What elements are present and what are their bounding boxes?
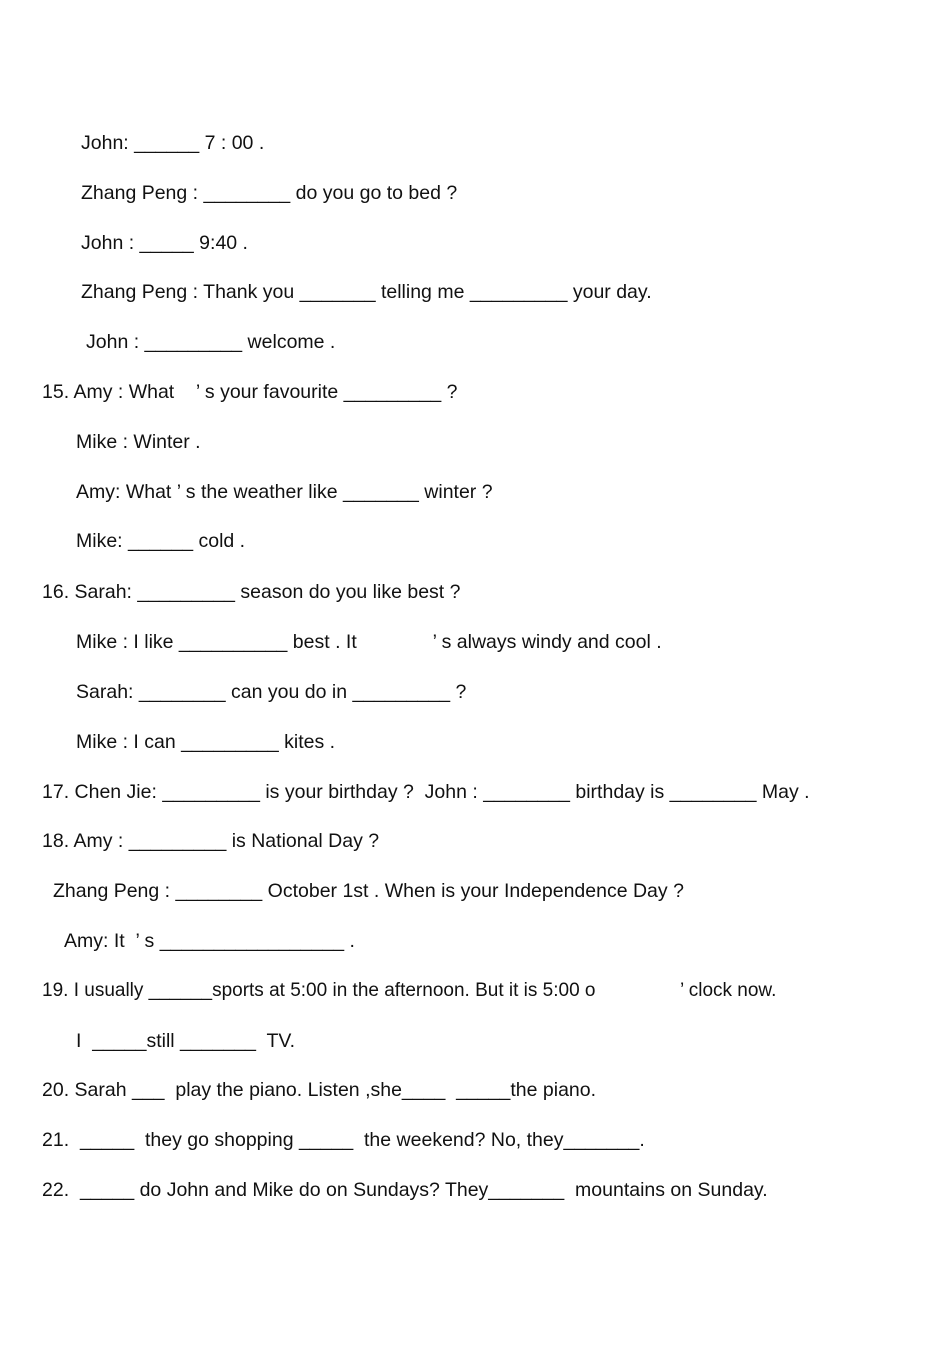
question-22: 22. _____ do John and Mike do on Sundays? They_______ mountains on Sunday. — [42, 1179, 768, 1201]
text-line: Sarah: ________ can you do in _________ ? — [76, 681, 467, 703]
text-line: Zhang Peng : ________ October 1st . When is your Independence Day ? — [53, 880, 684, 902]
text-line: Mike: ______ cold . — [76, 530, 246, 552]
question-21: 21. _____ they go shopping _____ the weekend? No, they_______. — [42, 1129, 645, 1151]
text-line: John : _________ welcome . — [86, 331, 336, 353]
text-line: Zhang Peng : ________ do you go to bed ? — [81, 182, 458, 204]
question-15: 15. Amy : What ’ s your favourite _________ ? — [42, 381, 458, 403]
question-20: 20. Sarah ___ play the piano. Listen ,she____ _____the piano. — [42, 1079, 597, 1101]
text-line: Mike : I like __________ best . It ’ s always windy and cool . — [76, 631, 662, 653]
question-18: 18. Amy : _________ is National Day ? — [42, 830, 380, 852]
text-line: Mike : Winter . — [76, 431, 201, 453]
text-line: I _____still _______ TV. — [76, 1030, 296, 1052]
question-17: 17. Chen Jie: _________ is your birthday ? John : ________ birthday is ________ May . — [42, 781, 810, 803]
text-line: John : _____ 9:40 . — [81, 232, 248, 254]
question-16: 16. Sarah: _________ season do you like best ? — [42, 581, 461, 603]
question-19: 19. I usually ______sports at 5:00 in the afternoon. But it is 5:00 o ’ clock now. — [42, 980, 777, 1001]
text-line: Mike : I can _________ kites . — [76, 731, 336, 753]
text-line: Amy: It ’ s _________________ . — [64, 930, 355, 952]
text-line: Amy: What ’ s the weather like _______ winter ? — [76, 481, 493, 503]
text-line: John: ______ 7 : 00 . — [81, 132, 265, 154]
text-line: Zhang Peng : Thank you _______ telling me _________ your day. — [81, 281, 652, 303]
